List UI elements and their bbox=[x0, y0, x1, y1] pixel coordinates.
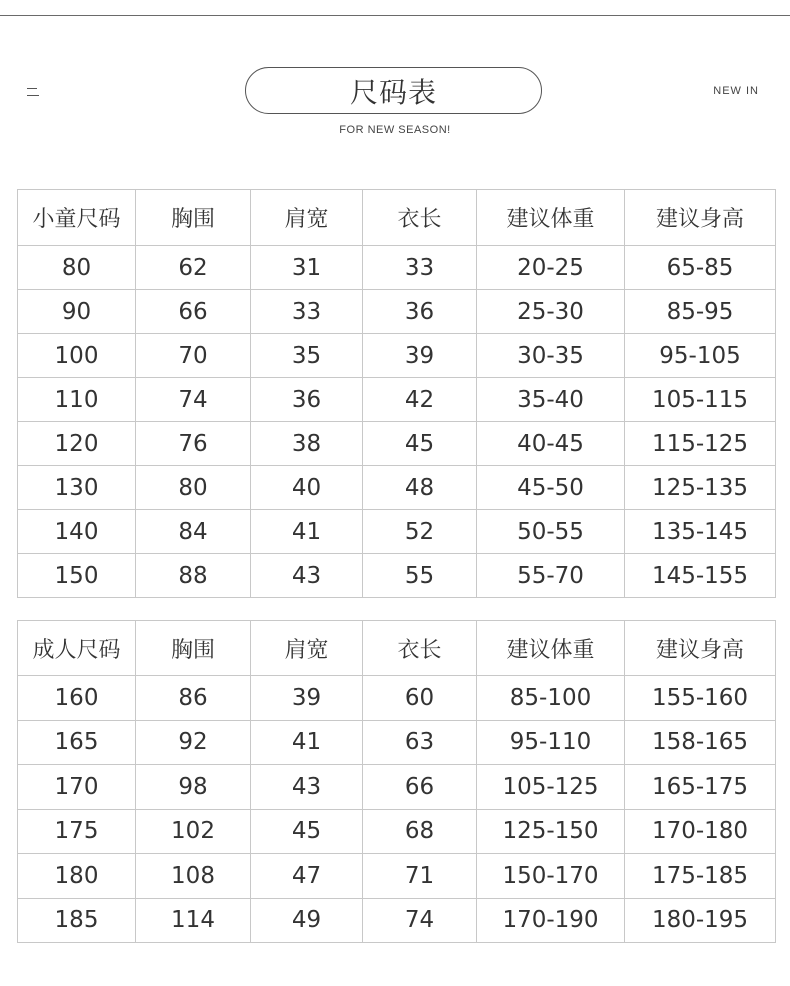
table-cell: 76 bbox=[136, 422, 251, 466]
table-row bbox=[18, 554, 776, 598]
table-cell: 33 bbox=[363, 246, 477, 290]
adult-size-table bbox=[17, 620, 776, 943]
table-cell: 114 bbox=[136, 898, 251, 943]
table-cell: 185 bbox=[18, 898, 136, 943]
table-cell: 40-45 bbox=[477, 422, 625, 466]
table-cell: 150-170 bbox=[477, 854, 625, 899]
table-cell: 115-125 bbox=[625, 422, 776, 466]
table-cell: 70 bbox=[136, 334, 251, 378]
table-cell: 43 bbox=[251, 765, 363, 810]
table-cell: 92 bbox=[136, 720, 251, 765]
column-header: 肩宽 bbox=[251, 621, 363, 676]
table-row bbox=[18, 510, 776, 554]
table-cell: 55 bbox=[363, 554, 477, 598]
table-cell: 49 bbox=[251, 898, 363, 943]
table-cell: 145-155 bbox=[625, 554, 776, 598]
table-cell: 88 bbox=[136, 554, 251, 598]
table-cell: 125-135 bbox=[625, 466, 776, 510]
table-cell: 68 bbox=[363, 809, 477, 854]
column-header: 肩宽 bbox=[251, 190, 363, 246]
table-row bbox=[18, 334, 776, 378]
table-cell: 180-195 bbox=[625, 898, 776, 943]
table-header-row bbox=[18, 190, 776, 246]
table-cell: 66 bbox=[363, 765, 477, 810]
table-cell: 170 bbox=[18, 765, 136, 810]
table-row bbox=[18, 676, 776, 721]
column-header: 小童尺码 bbox=[18, 190, 136, 246]
table-cell: 55-70 bbox=[477, 554, 625, 598]
table-cell: 52 bbox=[363, 510, 477, 554]
table-cell: 38 bbox=[251, 422, 363, 466]
table-cell: 102 bbox=[136, 809, 251, 854]
table-cell: 40 bbox=[251, 466, 363, 510]
column-header: 胸围 bbox=[136, 190, 251, 246]
table-row bbox=[18, 809, 776, 854]
table-cell: 84 bbox=[136, 510, 251, 554]
table-cell: 62 bbox=[136, 246, 251, 290]
table-cell: 36 bbox=[363, 290, 477, 334]
table-cell: 47 bbox=[251, 854, 363, 899]
table-cell: 125-150 bbox=[477, 809, 625, 854]
table-row bbox=[18, 246, 776, 290]
column-header: 建议体重 bbox=[477, 621, 625, 676]
table-cell: 90 bbox=[18, 290, 136, 334]
table-cell: 80 bbox=[18, 246, 136, 290]
new-in-label: NEW IN bbox=[713, 85, 759, 97]
page-title bbox=[245, 67, 542, 114]
table-cell: 20-25 bbox=[477, 246, 625, 290]
table-cell: 95-105 bbox=[625, 334, 776, 378]
table-cell: 45 bbox=[363, 422, 477, 466]
table-cell: 105-125 bbox=[477, 765, 625, 810]
table-cell: 45 bbox=[251, 809, 363, 854]
table-cell: 33 bbox=[251, 290, 363, 334]
table-cell: 85-100 bbox=[477, 676, 625, 721]
table-cell: 74 bbox=[363, 898, 477, 943]
table-cell: 25-30 bbox=[477, 290, 625, 334]
table-cell: 85-95 bbox=[625, 290, 776, 334]
table-cell: 45-50 bbox=[477, 466, 625, 510]
column-header: 建议身高 bbox=[625, 621, 776, 676]
table-cell: 65-85 bbox=[625, 246, 776, 290]
table-cell: 150 bbox=[18, 554, 136, 598]
table-cell: 98 bbox=[136, 765, 251, 810]
kids-size-table bbox=[17, 189, 776, 598]
table-cell: 120 bbox=[18, 422, 136, 466]
table-cell: 165 bbox=[18, 720, 136, 765]
table-cell: 140 bbox=[18, 510, 136, 554]
table-cell: 74 bbox=[136, 378, 251, 422]
table-cell: 80 bbox=[136, 466, 251, 510]
page-title-text: 尺码表 bbox=[349, 75, 437, 109]
table-cell: 31 bbox=[251, 246, 363, 290]
table-cell: 108 bbox=[136, 854, 251, 899]
table-row bbox=[18, 422, 776, 466]
table-header-row bbox=[18, 621, 776, 676]
table-cell: 50-55 bbox=[477, 510, 625, 554]
table-row bbox=[18, 466, 776, 510]
table-cell: 158-165 bbox=[625, 720, 776, 765]
menu-icon bbox=[27, 86, 39, 98]
table-cell: 160 bbox=[18, 676, 136, 721]
table-cell: 66 bbox=[136, 290, 251, 334]
column-header: 建议体重 bbox=[477, 190, 625, 246]
table-cell: 35-40 bbox=[477, 378, 625, 422]
top-divider bbox=[0, 15, 790, 16]
table-cell: 175-185 bbox=[625, 854, 776, 899]
table-cell: 35 bbox=[251, 334, 363, 378]
table-cell: 36 bbox=[251, 378, 363, 422]
table-cell: 48 bbox=[363, 466, 477, 510]
table-cell: 180 bbox=[18, 854, 136, 899]
table-cell: 130 bbox=[18, 466, 136, 510]
table-row bbox=[18, 720, 776, 765]
table-cell: 105-115 bbox=[625, 378, 776, 422]
table-cell: 170-190 bbox=[477, 898, 625, 943]
table-cell: 175 bbox=[18, 809, 136, 854]
table-row bbox=[18, 898, 776, 943]
table-row bbox=[18, 378, 776, 422]
table-cell: 60 bbox=[363, 676, 477, 721]
page-subtitle: FOR NEW SEASON! bbox=[339, 124, 451, 136]
table-cell: 110 bbox=[18, 378, 136, 422]
table-row bbox=[18, 290, 776, 334]
table-cell: 63 bbox=[363, 720, 477, 765]
table-cell: 170-180 bbox=[625, 809, 776, 854]
table-row bbox=[18, 854, 776, 899]
table-cell: 95-110 bbox=[477, 720, 625, 765]
table-cell: 30-35 bbox=[477, 334, 625, 378]
column-header: 建议身高 bbox=[625, 190, 776, 246]
table-cell: 41 bbox=[251, 720, 363, 765]
table-cell: 71 bbox=[363, 854, 477, 899]
table-cell: 165-175 bbox=[625, 765, 776, 810]
table-cell: 155-160 bbox=[625, 676, 776, 721]
table-cell: 86 bbox=[136, 676, 251, 721]
column-header: 衣长 bbox=[363, 621, 477, 676]
column-header: 成人尺码 bbox=[18, 621, 136, 676]
table-cell: 43 bbox=[251, 554, 363, 598]
table-cell: 42 bbox=[363, 378, 477, 422]
table-row bbox=[18, 765, 776, 810]
table-cell: 41 bbox=[251, 510, 363, 554]
column-header: 衣长 bbox=[363, 190, 477, 246]
column-header: 胸围 bbox=[136, 621, 251, 676]
table-cell: 39 bbox=[363, 334, 477, 378]
table-cell: 100 bbox=[18, 334, 136, 378]
table-cell: 135-145 bbox=[625, 510, 776, 554]
table-cell: 39 bbox=[251, 676, 363, 721]
